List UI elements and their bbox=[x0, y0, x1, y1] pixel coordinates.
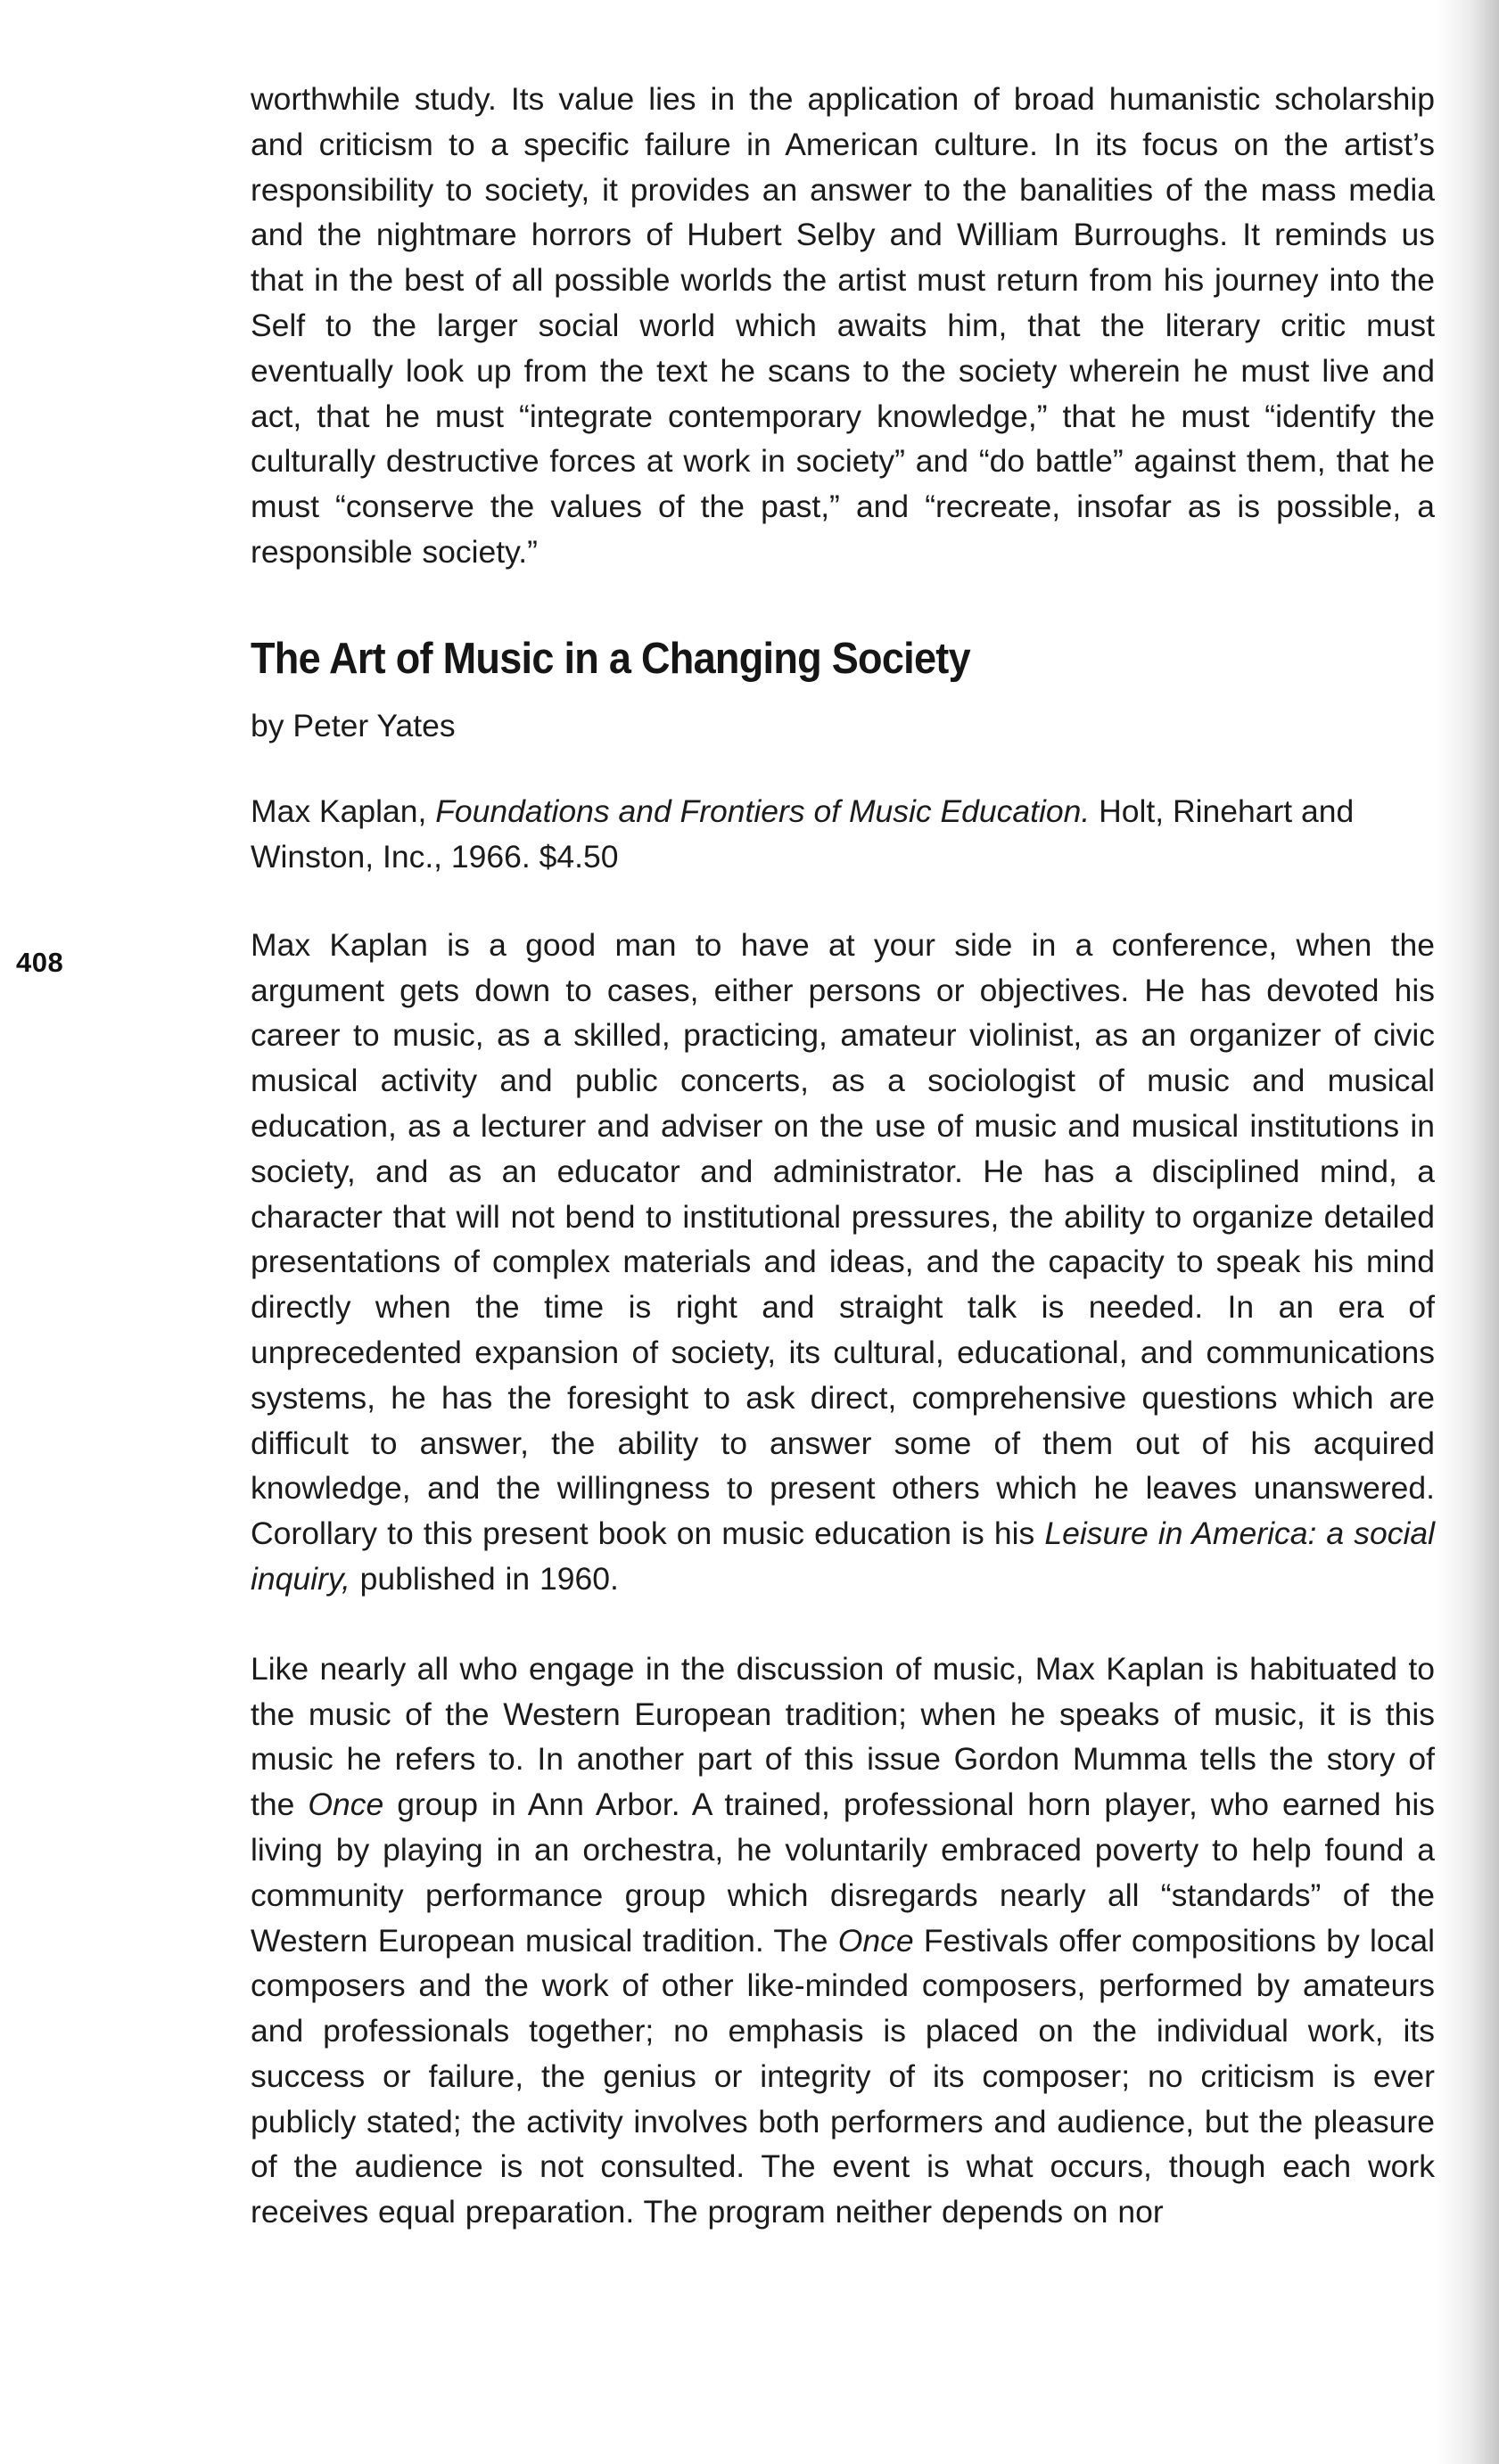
intro-paragraph: worthwhile study. Its value lies in the application of broad humanistic scholarship and criticism to a specific failure in American culture. In its focus on the artist’s responsibility to society, it provides an answer to the banalities of the mass media and the nightmare horrors of Hubert Selby and William Burroughs. It reminds us that in the best of all possible worlds the artist must return from his journey into the Self to the larger social world which awaits him, that the literary critic must eventually look up from the text he scans to the society wherein he must live and act, that he must “integrate contemporary knowledge,” that he must “identify the culturally destructive forces at work in society” and “do battle” against them, that he must “conserve the values of the past,” and “recreate, insofar as is possible, a responsible society.” bbox=[251, 81, 1435, 570]
group-name: Once bbox=[837, 1922, 914, 1959]
article-byline: by Peter Yates bbox=[251, 707, 456, 743]
body-paragraph bbox=[251, 923, 1435, 1602]
book-title: Foundations and Frontiers of Music Education. bbox=[435, 793, 1091, 829]
paragraph-text: Max Kaplan is a good man to have at your side in a conference, when the argument gets down to cases, either persons or objectives. He has devoted his career to music, as a skilled, practicing, amateur violinist, as an organizer of civic musical activity and public concerts, as a sociologist of music and musical education, as a lecturer and adviser on the use of music and musical institutions in society, and as an educator and administrator. He has a disciplined mind, a character that will not bend to institutional pressures, the ability to organize detailed presentations of complex materials and ideas, and the capacity to speak his mind directly when the time is right and straight talk is needed. In an era of unprecedented expansion of society, its cultural, educational, and communications systems, he has the foresight to ask direct, comprehensive questions which are difficult to answer, the ability to answer some of them out of his acquired knowledge, and the willingness to present others which he leaves unanswered. Corollary to this present book on music education is his bbox=[251, 926, 1435, 1552]
book-reference bbox=[251, 789, 1435, 880]
paragraph-text: published in 1960. bbox=[350, 1560, 619, 1597]
paragraph-text: Like nearly all who engage in the discussion of music, Max Kaplan is habituated to the music of the Western European tradition; when he speaks of music, it is this music he refers to. In another part of this issue Gordon Mumma tells the story of the bbox=[251, 1650, 1435, 1823]
book-publisher: Holt, Rinehart and Winston, Inc., 1966. $4.50 bbox=[251, 793, 1355, 875]
group-name: Once bbox=[308, 1786, 384, 1823]
cited-book-title: Leisure in America: a social inquiry, bbox=[251, 1515, 1435, 1597]
paragraph-text: Festivals offer compositions by local composers and the work of other like-minded composers, performed by amateurs and professionals together; no emphasis is placed on the individual work, its success or failure, the genius or integrity of its composer; no criticism is ever publicly stated; the activity involves both performers and audience, but the pleasure of the audience is not consulted. The event is what occurs, though each work receives equal preparation. The program neither depends on nor bbox=[251, 1922, 1436, 2230]
body-paragraph bbox=[251, 1647, 1435, 2235]
page-gutter-shadow bbox=[1437, 0, 1499, 2464]
page-number: 408 bbox=[16, 947, 64, 978]
article-title: The Art of Music in a Changing Society bbox=[251, 634, 970, 683]
book-author: Max Kaplan, bbox=[251, 793, 436, 829]
text-column bbox=[251, 77, 1435, 2235]
paragraph-text: group in Ann Arbor. A trained, professional horn player, who earned his living by playing in an orchestra, he voluntarily embraced poverty to help found a community performance group which disregards nearly all “standards” of the Western European musical tradition. The bbox=[251, 1786, 1435, 1959]
